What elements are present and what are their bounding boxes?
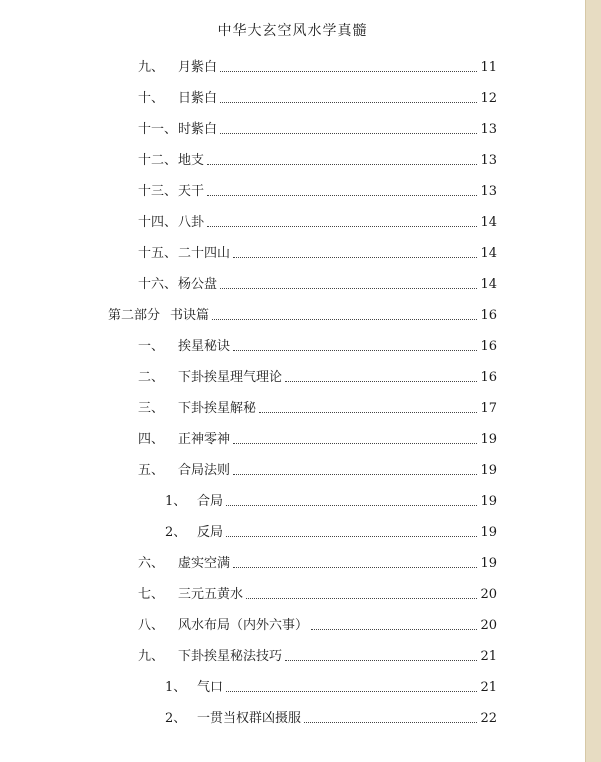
toc-page-number: 11 — [480, 60, 497, 75]
toc-leader-dots — [233, 442, 477, 444]
toc-entry-number: 1、 — [165, 680, 187, 695]
toc-entry-number: 九、 — [138, 649, 165, 664]
toc-leader-dots — [220, 132, 477, 134]
toc-entry[interactable] — [138, 273, 497, 297]
toc-entry[interactable] — [138, 211, 497, 235]
toc-leader-dots — [233, 473, 477, 475]
toc-entry-title: 地支 — [178, 153, 205, 168]
toc-entry[interactable] — [138, 366, 497, 390]
toc-entry-number: 十五、 — [138, 246, 178, 261]
page-edge-margin — [585, 0, 601, 762]
toc-leader-dots — [233, 349, 477, 351]
toc-entry[interactable] — [138, 428, 497, 452]
toc-entry[interactable] — [165, 521, 497, 545]
toc-page-number: 20 — [480, 587, 497, 602]
toc-leader-dots — [285, 659, 477, 661]
toc-entry-title: 下卦挨星解秘 — [178, 401, 257, 416]
toc-entry-title: 八卦 — [178, 215, 205, 230]
toc-entry[interactable] — [138, 87, 497, 111]
toc-entry-number: 第二部分 — [108, 308, 161, 323]
toc-page-number: 14 — [480, 277, 497, 292]
toc-leader-dots — [207, 225, 477, 227]
toc-entry-number: 十六、 — [138, 277, 178, 292]
toc-entry-title: 天干 — [178, 184, 205, 199]
toc-leader-dots — [220, 101, 477, 103]
toc-page-number: 22 — [480, 711, 497, 726]
toc-entry-number: 三、 — [138, 401, 165, 416]
toc-page-number: 14 — [480, 246, 497, 261]
toc-entry[interactable] — [138, 180, 497, 204]
toc-entry-number: 十、 — [138, 91, 165, 106]
toc-entry[interactable] — [138, 397, 497, 421]
toc-entry[interactable] — [138, 118, 497, 142]
toc-leader-dots — [220, 70, 477, 72]
toc-entry-title: 三元五黄水 — [178, 587, 244, 602]
toc-entry-title: 日紫白 — [178, 91, 218, 106]
toc-page-number: 19 — [480, 494, 497, 509]
toc-page-number: 16 — [480, 370, 497, 385]
toc-entry-number: 八、 — [138, 618, 165, 633]
toc-page-number: 12 — [480, 91, 497, 106]
toc-entry-title: 月紫白 — [178, 60, 218, 75]
toc-entry-title: 反局 — [197, 525, 224, 540]
toc-entry-title: 挨星秘诀 — [178, 339, 231, 354]
toc-leader-dots — [311, 628, 477, 630]
toc-entry-title: 下卦挨星秘法技巧 — [178, 649, 283, 664]
toc-leader-dots — [233, 566, 477, 568]
toc-page-number: 17 — [480, 401, 497, 416]
toc-entry-title: 虚实空满 — [178, 556, 231, 571]
toc-entry-number: 五、 — [138, 463, 165, 478]
toc-leader-dots — [285, 380, 477, 382]
toc-entry[interactable] — [138, 149, 497, 173]
toc-page-number: 13 — [480, 122, 497, 137]
toc-entry-number: 2、 — [165, 525, 187, 540]
toc-entry-number: 四、 — [138, 432, 165, 447]
toc-entry-title: 合局法则 — [178, 463, 231, 478]
toc-entry-title: 风水布局（内外六事） — [178, 618, 309, 633]
toc-leader-dots — [226, 504, 477, 506]
toc-entry-title: 正神零神 — [178, 432, 231, 447]
toc-leader-dots — [207, 163, 477, 165]
toc-leader-dots — [304, 721, 477, 723]
page-title: 中华大玄空风水学真髓 — [217, 23, 368, 39]
toc-entry-number: 六、 — [138, 556, 165, 571]
toc-leader-dots — [226, 690, 477, 692]
toc-entry-number: 十一、 — [138, 122, 178, 137]
toc-page-number: 19 — [480, 556, 497, 571]
toc-entry-number: 十二、 — [138, 153, 178, 168]
toc-leader-dots — [207, 194, 477, 196]
toc-page-number: 19 — [480, 525, 497, 540]
toc-entry-title: 一贯当权群凶摄服 — [197, 711, 302, 726]
toc-leader-dots — [226, 535, 477, 537]
toc-entry-number: 二、 — [138, 370, 165, 385]
toc-page-number: 16 — [480, 308, 497, 323]
toc-leader-dots — [233, 256, 477, 258]
toc-leader-dots — [212, 318, 477, 320]
toc-entry-number: 七、 — [138, 587, 165, 602]
toc-page-number: 19 — [480, 463, 497, 478]
toc-entry[interactable] — [165, 490, 497, 514]
toc-entry[interactable] — [138, 645, 497, 669]
toc-entry-title: 杨公盘 — [178, 277, 218, 292]
toc-entry-number: 一、 — [138, 339, 165, 354]
toc-page-number: 14 — [480, 215, 497, 230]
toc-entry-number: 九、 — [138, 60, 165, 75]
toc-entry-title: 书诀篇 — [170, 308, 210, 323]
toc-entry[interactable] — [138, 459, 497, 483]
toc-entry-number: 十三、 — [138, 184, 178, 199]
toc-page-number: 13 — [480, 153, 497, 168]
toc-entry[interactable] — [138, 335, 497, 359]
toc-entry-title: 二十四山 — [178, 246, 231, 261]
toc-page-number: 19 — [480, 432, 497, 447]
toc-page-number: 21 — [480, 680, 497, 695]
toc-entry[interactable] — [138, 242, 497, 266]
toc-leader-dots — [246, 597, 477, 599]
toc-entry-number: 2、 — [165, 711, 187, 726]
toc-entry[interactable] — [138, 614, 497, 638]
toc-entry-title: 时紫白 — [178, 122, 218, 137]
toc-leader-dots — [259, 411, 477, 413]
toc-entry-number: 十四、 — [138, 215, 178, 230]
toc-page-number: 21 — [480, 649, 497, 664]
toc-entry[interactable] — [108, 304, 497, 328]
toc-entry[interactable] — [138, 583, 497, 607]
toc-page-number: 13 — [480, 184, 497, 199]
toc-entry-title: 气口 — [197, 680, 224, 695]
toc-entry[interactable] — [165, 707, 497, 731]
toc-entry-title: 下卦挨星理气理论 — [178, 370, 283, 385]
toc-entry-number: 1、 — [165, 494, 187, 509]
toc-leader-dots — [220, 287, 477, 289]
toc-entry[interactable] — [165, 676, 497, 700]
toc-entry[interactable] — [138, 552, 497, 576]
toc-page-number: 20 — [480, 618, 497, 633]
toc-entry[interactable] — [138, 56, 497, 80]
toc-page-number: 16 — [480, 339, 497, 354]
toc-entry-title: 合局 — [197, 494, 224, 509]
